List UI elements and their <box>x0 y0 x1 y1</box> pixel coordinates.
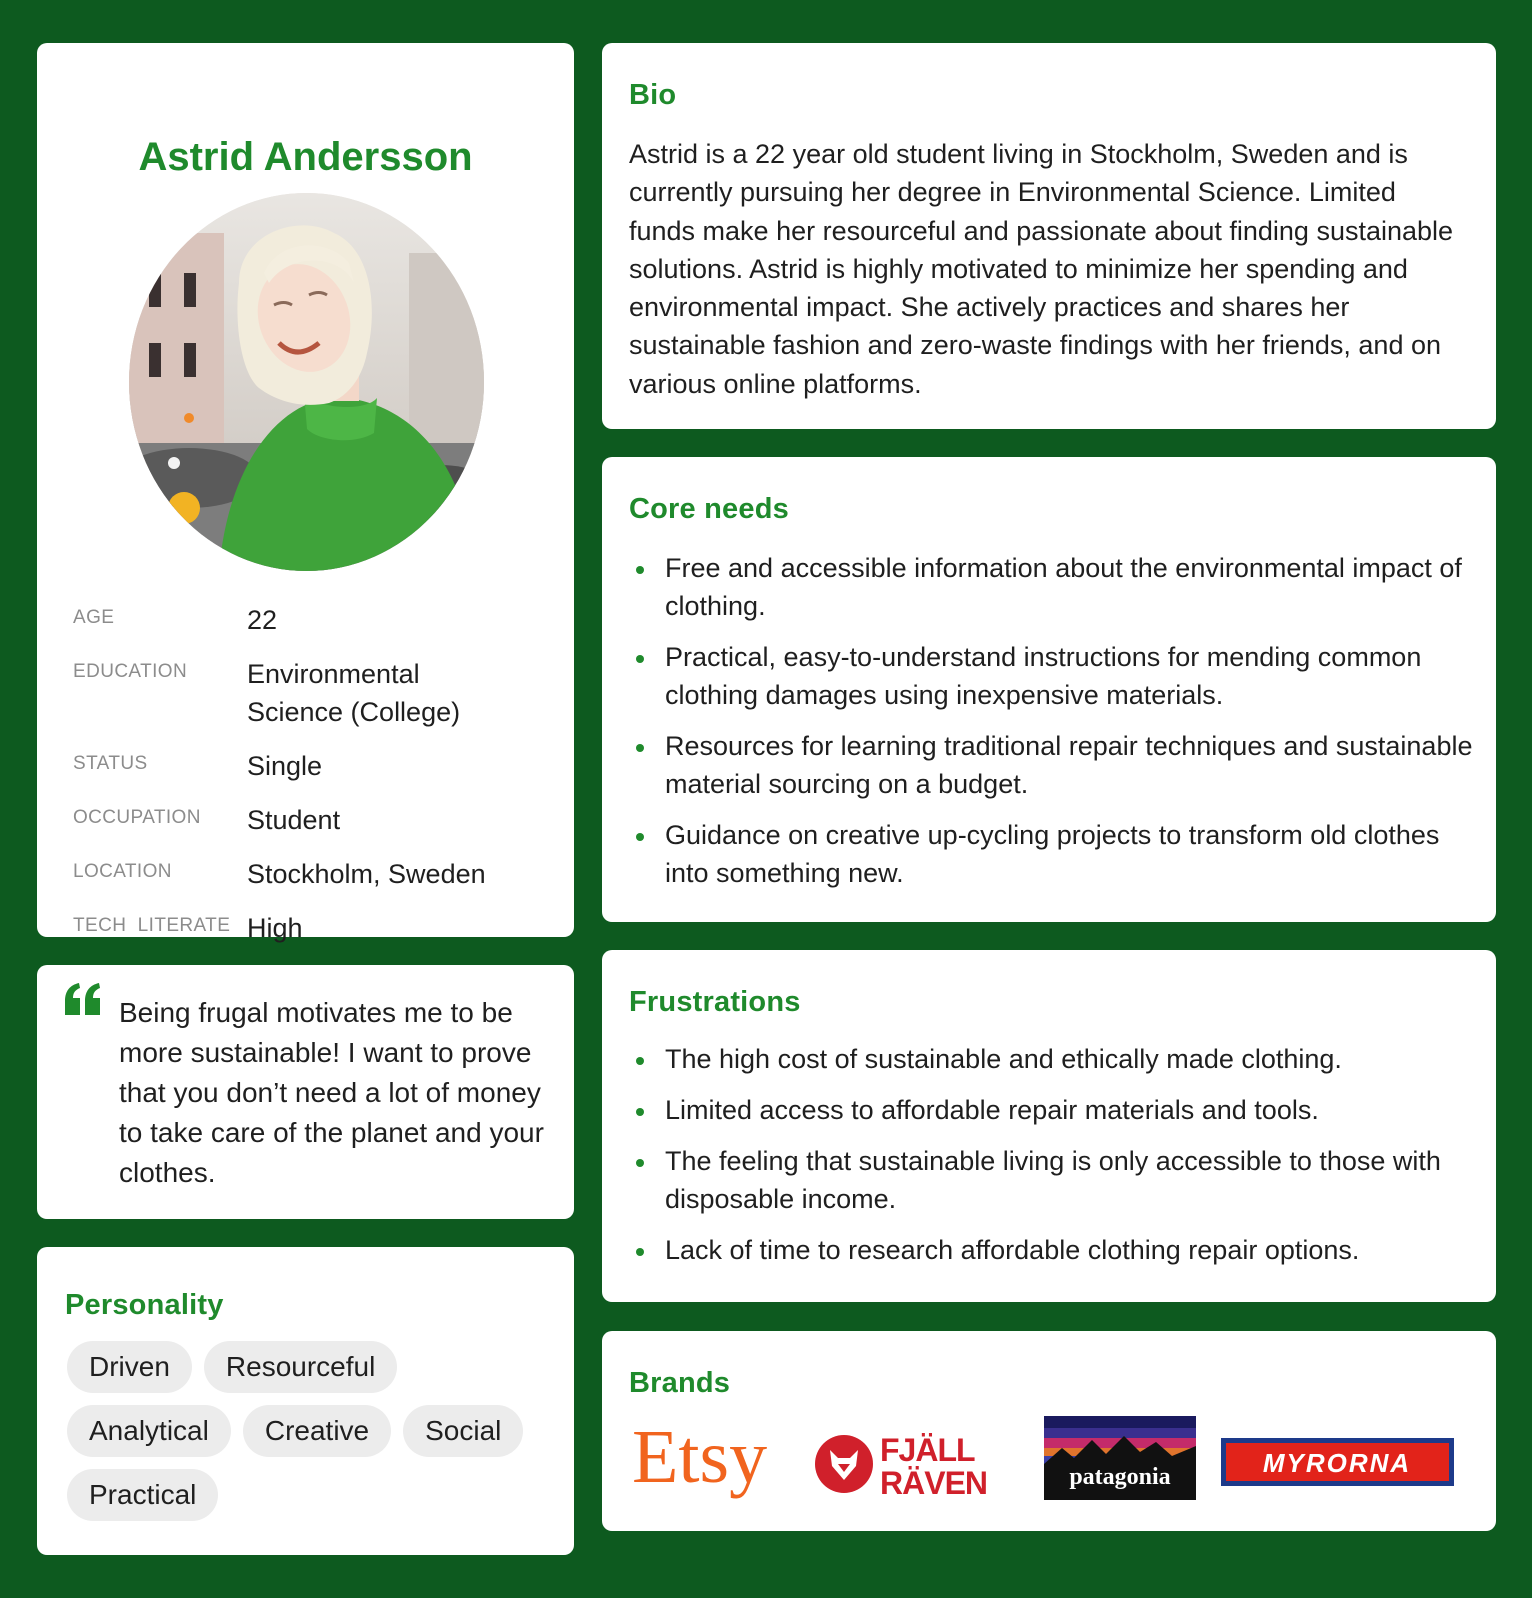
personality-tags <box>67 1341 547 1521</box>
personality-heading: Personality <box>65 1289 224 1321</box>
myrorna-wordmark: MYRORNA <box>1262 1448 1412 1478</box>
quote-text: Being frugal motivates me to be more sustainable! I want to prove that you don’t need a lot of money to take care of the planet and your clothes. <box>119 997 544 1188</box>
trait-tag: Practical <box>67 1469 218 1521</box>
frustrations-heading: Frustrations <box>629 986 801 1018</box>
brand-logos <box>632 1416 1472 1506</box>
fact-occupation <box>73 801 543 839</box>
bio-text: Astrid is a 22 year old student living in Stockholm, Sweden and is currently pursuing her degree in Environmental Science. Limited funds make her resourceful and passionate about finding sustainable solutions. Astrid is highly motivated to minimize her spending and environmental impact. She actively practices and shares her sustainable fashion and zero-waste findings with her friends, and on various online platforms. <box>629 139 1454 399</box>
list-item: The feeling that sustainable living is only accessible to those with disposable income. <box>629 1142 1479 1218</box>
fact-age <box>73 601 543 639</box>
patagonia-logo <box>1044 1416 1196 1500</box>
persona-facts <box>73 601 543 963</box>
avatar <box>129 193 484 571</box>
list-item: Lack of time to research affordable clothing repair options. <box>629 1231 1479 1269</box>
core-needs-card <box>602 457 1496 922</box>
list-item: Resources for learning traditional repair techniques and sustainable material sourcing on a budget. <box>629 727 1479 803</box>
fact-location <box>73 855 543 893</box>
bio-heading: Bio <box>629 79 677 111</box>
fact-label: OCCUPATION <box>73 807 201 828</box>
list-item: The high cost of sustainable and ethically made clothing. <box>629 1040 1479 1078</box>
list-item: Free and accessible information about the environmental impact of clothing. <box>629 549 1479 625</box>
bio-card <box>602 43 1496 429</box>
avatar-photo <box>129 193 484 571</box>
fact-label: LOCATION <box>73 861 172 882</box>
trait-tag: Social <box>403 1405 523 1457</box>
fact-education <box>73 655 543 731</box>
brands-heading: Brands <box>629 1367 731 1399</box>
brands-card <box>602 1331 1496 1531</box>
fact-label: EDUCATION <box>73 661 188 682</box>
fact-value: Student <box>247 805 341 835</box>
list-item: Guidance on creative up-cycling projects to transform old clothes into something new. <box>629 816 1479 892</box>
fact-value: Stockholm, Sweden <box>247 859 486 889</box>
list-item: Practical, easy-to-understand instructions for mending common clothing damages using inexpensive materials. <box>629 638 1479 714</box>
fact-label: STATUS <box>73 753 148 774</box>
fact-label: TECH LITERATE <box>73 915 231 936</box>
fact-value: High <box>247 913 303 943</box>
fact-value: Environmental Science (College) <box>247 659 461 727</box>
profile-card <box>37 43 574 943</box>
myrorna-logo <box>1221 1438 1454 1486</box>
frustrations-card <box>602 950 1496 1302</box>
quote-icon <box>63 981 103 1021</box>
quote-card <box>37 965 574 1219</box>
list-item: Limited access to affordable repair materials and tools. <box>629 1091 1479 1129</box>
trait-tag: Creative <box>243 1405 391 1457</box>
trait-tag: Driven <box>67 1341 192 1393</box>
core-needs-list <box>629 549 1479 905</box>
trait-tag: Resourceful <box>204 1341 397 1393</box>
fact-tech-literate <box>73 909 543 947</box>
fact-label: AGE <box>73 607 115 628</box>
fact-value: 22 <box>247 605 278 635</box>
fjallraven-line-2: RÄVEN <box>880 1465 988 1498</box>
etsy-logo: Etsy <box>632 1415 768 1499</box>
core-needs-heading: Core needs <box>629 493 789 525</box>
persona-name: Astrid Andersson <box>138 135 473 179</box>
personality-card <box>37 1247 574 1555</box>
patagonia-wordmark: patagonia <box>1069 1464 1171 1490</box>
trait-tag: Analytical <box>67 1405 231 1457</box>
fjallraven-logo <box>814 1430 1004 1498</box>
fact-value: Single <box>247 751 323 781</box>
frustrations-list <box>629 1040 1479 1282</box>
fjallraven-line-1: FJÄLL <box>880 1432 975 1468</box>
fact-status <box>73 747 543 785</box>
